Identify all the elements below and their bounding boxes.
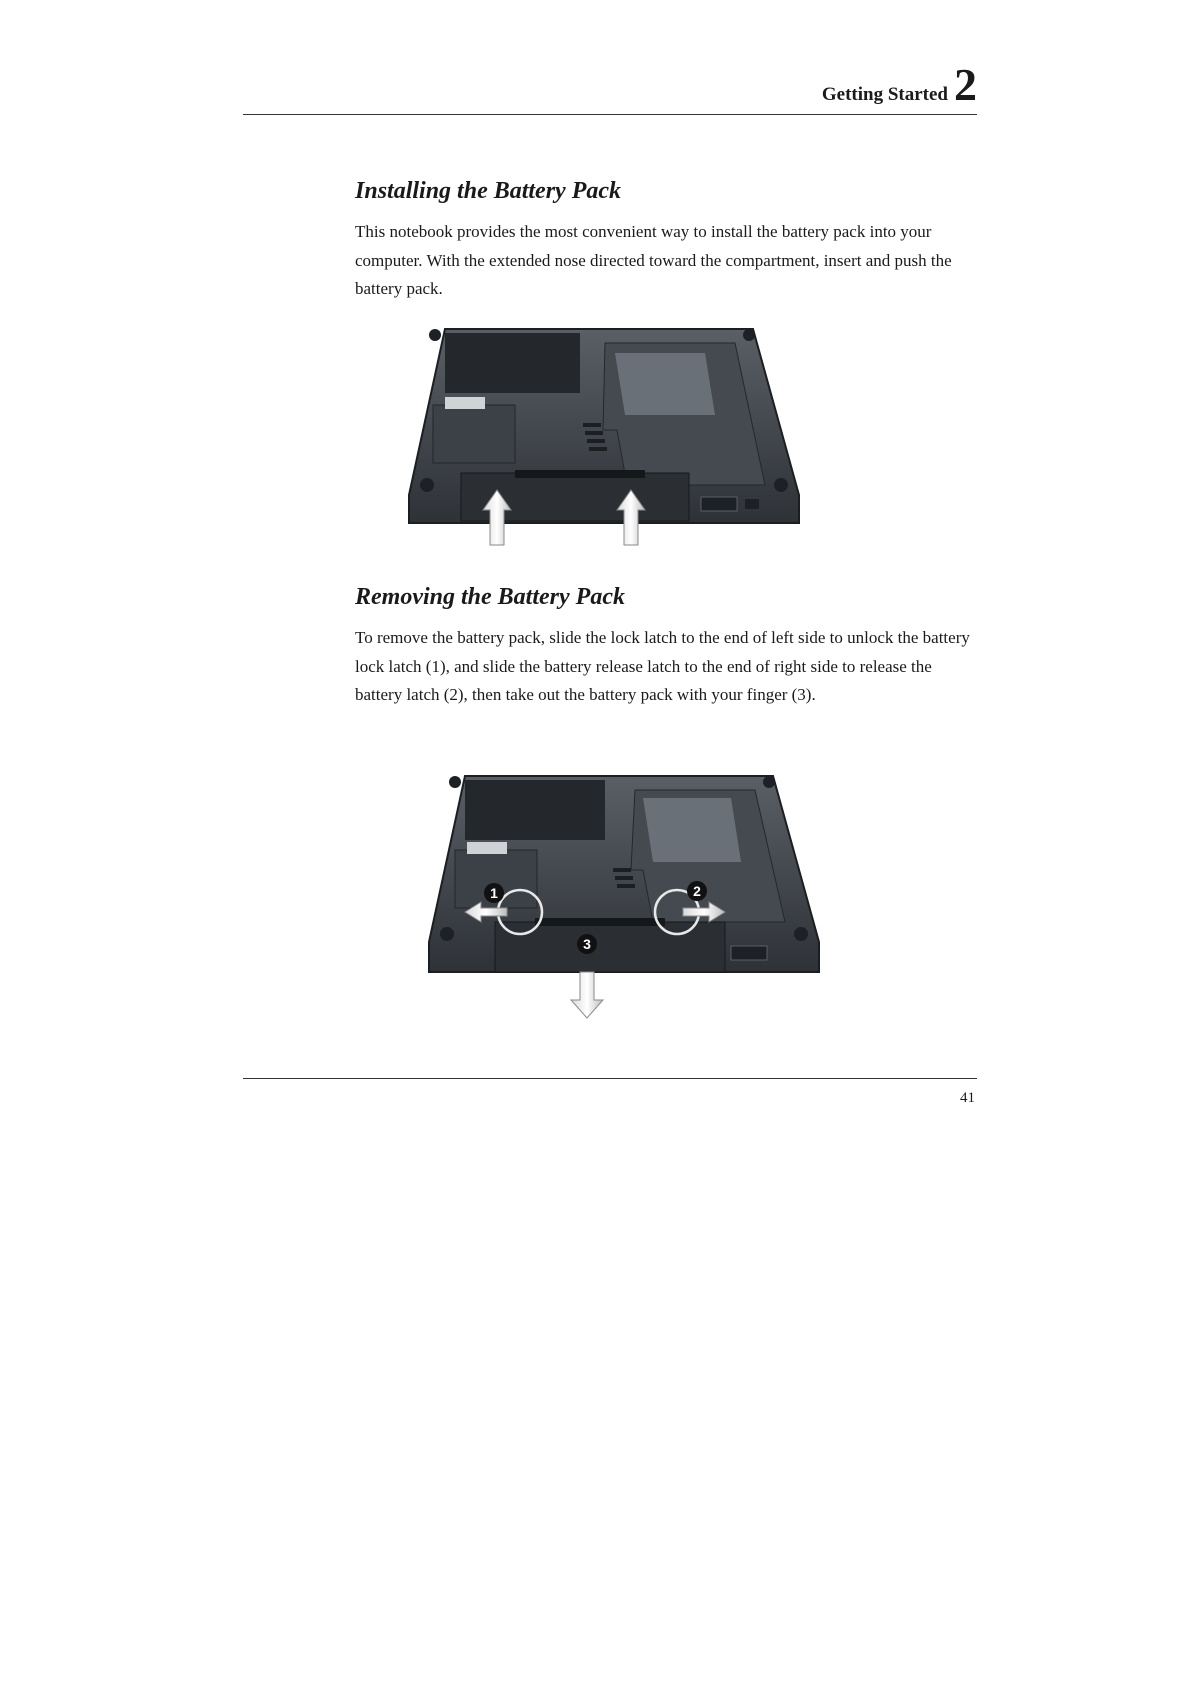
page-header: [243, 56, 977, 115]
svg-text:2: 2: [693, 883, 701, 899]
battery-install-illustration: [405, 325, 805, 550]
chapter-number: 2: [954, 59, 977, 110]
chapter-name: Getting Started: [821, 84, 948, 105]
svg-text:3: 3: [583, 936, 591, 952]
battery-remove-illustration: [425, 772, 825, 1022]
callout-1: [484, 883, 504, 903]
footer-rule: [243, 1078, 977, 1079]
callout-3: [577, 934, 597, 954]
callout-2: [687, 881, 707, 901]
svg-text:1: 1: [490, 885, 498, 901]
header-text: [821, 59, 977, 110]
arrow-down-icon: [571, 972, 603, 1018]
page-number: 41: [960, 1090, 975, 1106]
remove-body-text: To remove the battery pack, slide the lock latch to the end of left side to unlock the battery lock latch (1), and slide the battery release latch to the end of right side to release the battery latch (2), then take out the battery pack with your finger (3).: [355, 628, 970, 704]
remove-section-title: Removing the Battery Pack: [355, 584, 625, 610]
install-body-text: This notebook provides the most convenient way to install the battery pack into your computer. With the extended nose directed toward the compartment, insert and push the battery pack.: [355, 222, 952, 298]
install-section-title: Installing the Battery Pack: [355, 178, 622, 204]
